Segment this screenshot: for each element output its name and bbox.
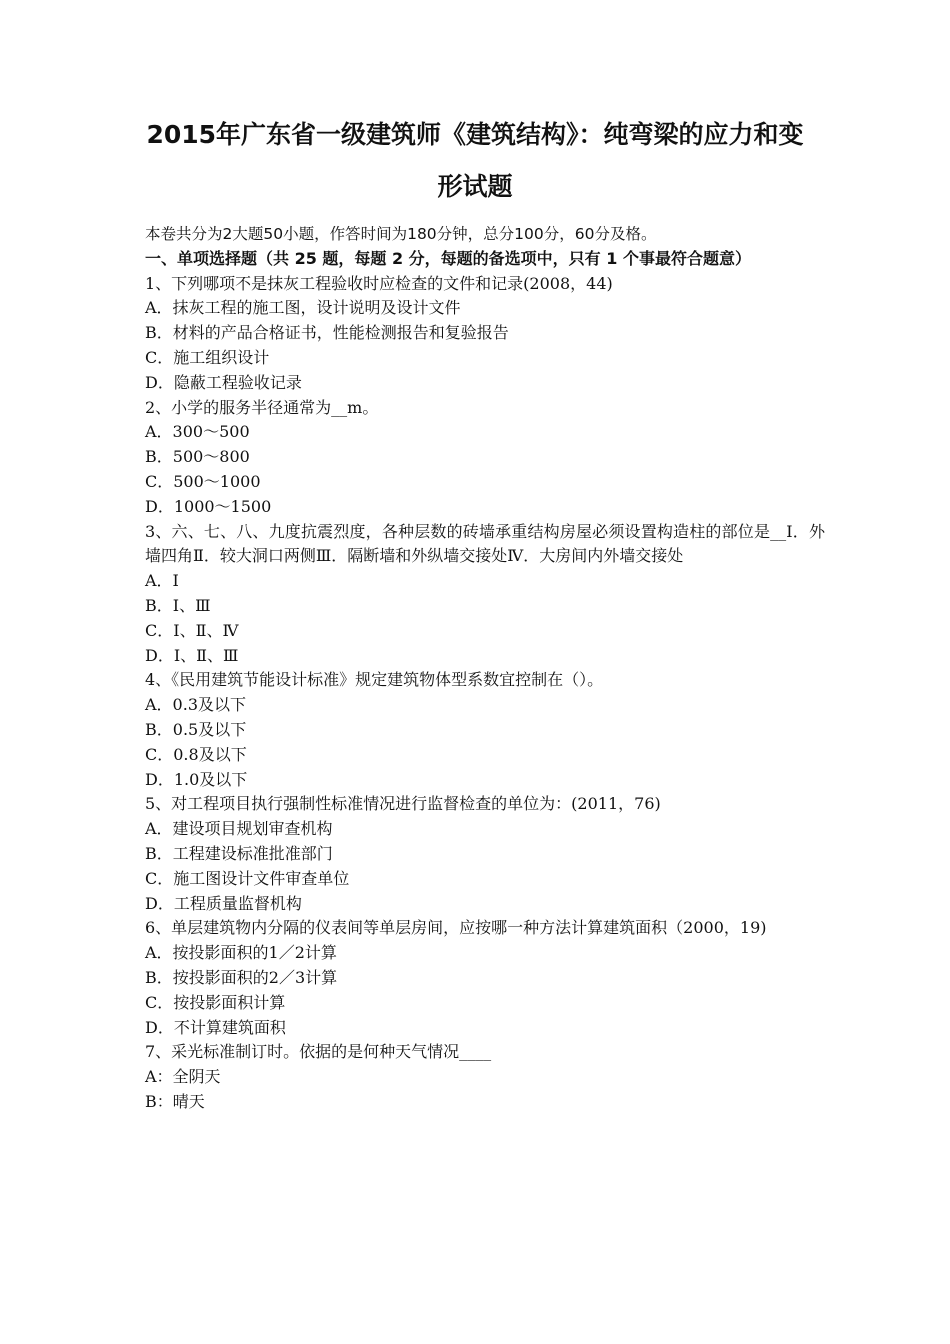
question-stem: 5、对工程项目执行强制性标准情况进行监督检查的单位为：(2011，76) [145,794,661,814]
answer-option: A．300～500 [145,422,250,442]
question-4 [145,668,825,792]
question-stem: 7、采光标准制订时。依据的是何种天气情况____ [145,1042,492,1062]
answer-option: A：全阴天 [145,1067,221,1087]
answer-option: C．按投影面积计算 [145,992,286,1012]
answer-option: B．材料的产品合格证书，性能检测报告和复验报告 [145,323,509,343]
question-3 [145,520,825,669]
answer-option: D．1.0及以下 [145,769,248,789]
answer-option: B．按投影面积的2／3计算 [145,967,338,987]
question-stem: 2、小学的服务半径通常为__m。 [145,397,379,417]
answer-option: D．不计算建筑面积 [145,1017,286,1037]
answer-option: B．Ⅰ、Ⅲ [145,595,211,615]
answer-option: A．建设项目规划审查机构 [145,819,333,839]
answer-option: B．工程建设标准批准部门 [145,843,333,863]
answer-option: B：晴天 [145,1091,205,1111]
answer-option: D．Ⅰ、Ⅱ、Ⅲ [145,645,239,665]
exam-intro: 本卷共分为2大题50小题，作答时间为180分钟，总分100分，60分及格。 [145,225,657,243]
answer-option: A．按投影面积的1／2计算 [145,943,337,963]
answer-option: D．1000～1500 [145,496,272,516]
answer-option: C．Ⅰ、Ⅱ、Ⅳ [145,620,239,640]
question-7 [145,1040,825,1114]
document-title-line1: 2015年广东省一级建筑师《建筑结构》：纯弯梁的应力和变 [146,120,804,149]
section-heading: 一、单项选择题（共 25 题，每题 2 分，每题的备选项中，只有 1 个事最符合题意） [145,248,751,268]
answer-option: C．500～1000 [145,471,261,491]
document-title-line2: 形试题 [437,172,513,201]
answer-option: C．0.8及以下 [145,744,247,764]
question-1 [145,272,825,396]
question-5 [145,792,825,916]
answer-option: B．500～800 [145,447,250,467]
answer-option: A．0.3及以下 [145,695,247,715]
question-stem: 6、单层建筑物内分隔的仪表间等单层房间，应按哪一种方法计算建筑面积（2000，19) [145,918,767,938]
question-stem: 3、六、七、八、九度抗震烈度，各种层数的砖墙承重结构房屋必须设置构造柱的部位是__Ⅰ．外墙四角Ⅱ．较大洞口两侧Ⅲ．隔断墙和外纵墙交接处Ⅳ．大房间内外墙交接处 [145,521,825,566]
question-stem: 1、下列哪项不是抹灰工程验收时应检查的文件和记录(2008，44) [145,273,613,293]
answer-option: D．隐蔽工程验收记录 [145,372,302,392]
document-body [145,222,825,1115]
answer-option: A．Ⅰ [145,571,179,591]
answer-option: D．工程质量监督机构 [145,893,302,913]
question-6 [145,916,825,1040]
question-stem: 4、《民用建筑节能设计标准》规定建筑物体型系数宜控制在（）。 [145,670,604,690]
answer-option: C．施工图设计文件审查单位 [145,868,350,888]
answer-option: B．0.5及以下 [145,719,247,739]
answer-option: A．抹灰工程的施工图，设计说明及设计文件 [145,298,461,318]
answer-option: C．施工组织设计 [145,347,270,367]
question-2 [145,396,825,520]
